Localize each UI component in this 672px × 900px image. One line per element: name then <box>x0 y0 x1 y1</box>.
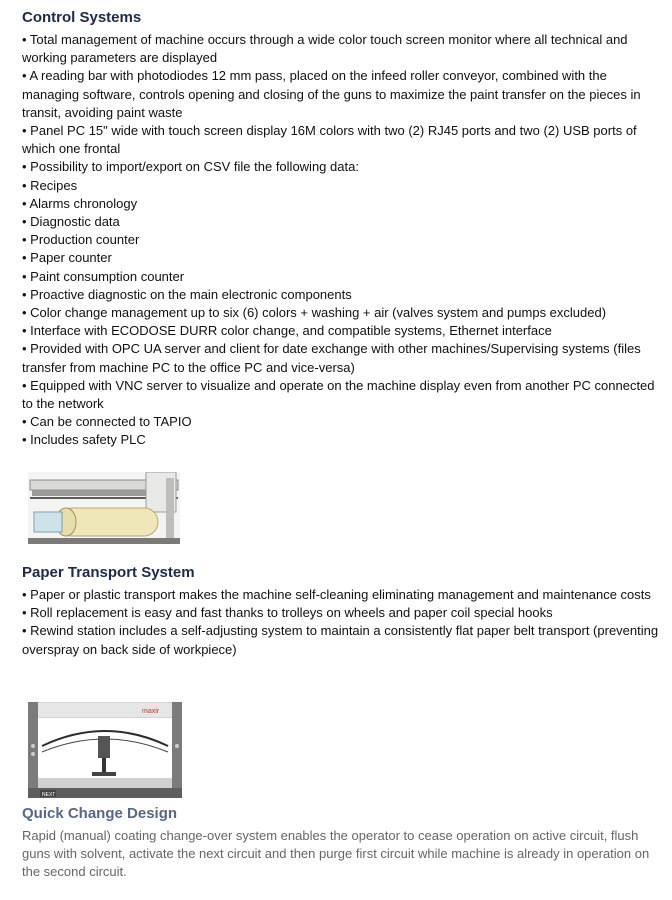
paper-transport-list <box>22 586 662 659</box>
paper-transport-title: Paper Transport System <box>22 564 195 581</box>
list-item: • Panel PC 15" wide with touch screen display 16M colors with two (2) RJ45 ports and two (2) USB ports of which one frontal <box>22 123 637 157</box>
list-item: • Paper or plastic transport makes the machine self-cleaning eliminating management and maintenance costs <box>22 587 651 602</box>
list-item: • Recipes <box>22 177 78 193</box>
list-item: • Production counter <box>22 232 140 248</box>
paper-transport-section <box>22 564 662 659</box>
list-item: • Equipped with VNC server to visualize and operate on the machine display even from another PC connected to the network <box>22 377 655 412</box>
list-item: • Alarms chronology <box>22 195 138 211</box>
control-systems-section <box>22 9 662 450</box>
list-item: • Color change management up to six (6) colors + washing + air (valves system and pumps excluded) <box>22 305 607 321</box>
paper-roll-illustration <box>28 472 180 544</box>
list-item: • A reading bar with photodiodes 12 mm pass, placed on the infeed roller conveyor, combined with the managing software, controls opening and closing of the guns to maximize the paint transfer on the pieces in transit, avoiding paint waste <box>22 68 641 120</box>
control-systems-list <box>22 31 662 450</box>
control-systems-title: Control Systems <box>22 9 142 26</box>
machine-illustration <box>28 702 182 798</box>
machine-brand-label: maxir <box>142 708 160 715</box>
list-item: • Can be connected to TAPIO <box>22 414 192 430</box>
list-item: • Rewind station includes a self-adjusting system to maintain a consistently flat paper belt transport (preventing overspray on back side of workpiece) <box>22 623 659 657</box>
list-item: • Roll replacement is easy and fast thanks to trolleys on wheels and paper coil special hooks <box>22 605 553 621</box>
machine-badge: NEXT <box>42 792 56 798</box>
list-item: • Provided with OPC UA server and client for date exchange with other machines/Supervising systems (files transfer from machine PC to the office PC and vice-versa) <box>22 341 641 375</box>
list-item: • Diagnostic data <box>22 214 120 230</box>
list-item: • Total management of machine occurs through a wide color touch screen monitor where all technical and working parameters are displayed <box>22 32 628 66</box>
list-item: • Paper counter <box>22 250 112 266</box>
list-item: • Interface with ECODOSE DURR color change, and compatible systems, Ethernet interface <box>22 323 552 339</box>
list-item: • Includes safety PLC <box>22 432 146 448</box>
list-item: • Possibility to import/export on CSV file the following data: <box>22 159 359 175</box>
list-item: • Proactive diagnostic on the main electronic components <box>22 286 352 302</box>
quick-change-title: Quick Change Design <box>22 805 178 822</box>
list-item: • Paint consumption counter <box>22 268 185 284</box>
machine-image <box>28 702 182 798</box>
quick-change-section <box>22 805 662 882</box>
quick-change-text: Rapid (manual) coating change-over system enables the operator to cease operation on active circuit, flush guns with solvent, activate the next circuit and then purge first circuit while machine is already in operation on the second circuit. <box>22 828 650 880</box>
paper-roll-image <box>28 472 180 544</box>
